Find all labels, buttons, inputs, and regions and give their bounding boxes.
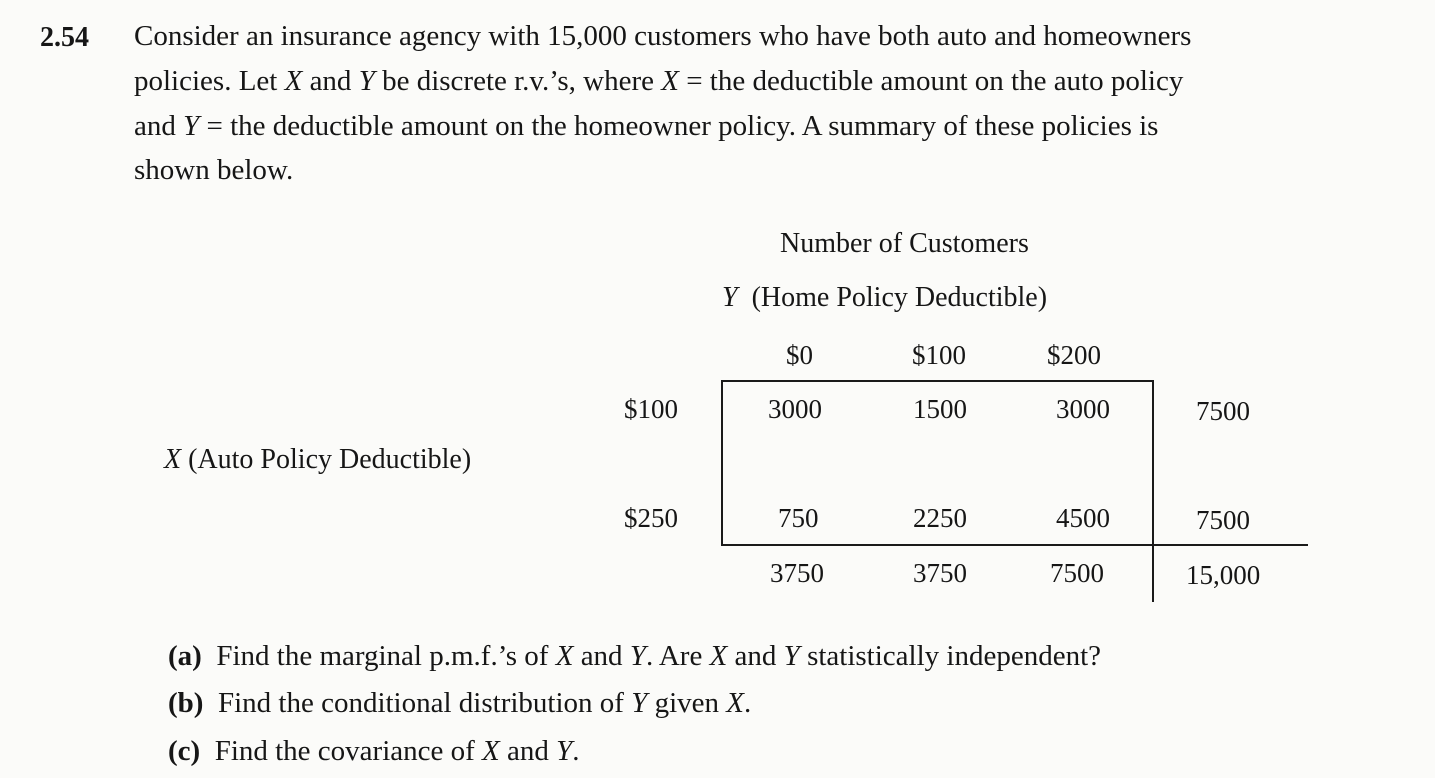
text-segment: = the deductible amount on the homeowner policy. A summary of these policies is [199, 110, 1159, 142]
var-x: X [555, 640, 574, 672]
x-var-label: X [164, 444, 182, 475]
question-c [168, 729, 580, 774]
question-b [168, 681, 751, 726]
text-segment: be discrete r.v.’s, where [374, 65, 662, 97]
table-cell: 3000 [768, 394, 822, 424]
problem-line-3 [134, 104, 1158, 149]
table-cell: 1500 [913, 394, 967, 424]
text-segment: policies. Let [134, 65, 285, 97]
table-cell: 3000 [1056, 394, 1110, 424]
var-x: X [726, 687, 744, 719]
text-segment: . Are [645, 640, 710, 672]
text-segment: and [134, 110, 184, 142]
problem-number: 2.54 [40, 22, 89, 53]
col-total: 7500 [1050, 558, 1104, 588]
var-y: Y [358, 65, 375, 97]
col-total: 3750 [913, 558, 967, 588]
row-total: 7500 [1196, 505, 1250, 535]
row-total: 7500 [1196, 396, 1250, 426]
table-cell: 4500 [1056, 503, 1110, 533]
table-title: Number of Customers [780, 228, 1029, 259]
table-cell: 2250 [913, 503, 967, 533]
col-header-2: $200 [1047, 340, 1101, 370]
text-segment: Find the conditional distribution of [217, 687, 632, 719]
y-var-label: Y [722, 282, 738, 313]
question-label: (b) [168, 687, 204, 719]
problem-line-1-text: Consider an insurance agency with 15,000 customers who have both auto and homeowners [134, 20, 1192, 52]
col-header-1: $100 [912, 340, 966, 370]
table-box-right [1152, 380, 1154, 602]
row-label-1: $250 [624, 503, 678, 533]
y-axis-header [722, 282, 1047, 314]
var-y: Y [556, 735, 573, 767]
grand-total: 15,000 [1186, 560, 1261, 590]
y-axis-label: (Home Policy Deductible) [751, 282, 1048, 313]
text-segment: given [647, 687, 727, 719]
col-total: 3750 [770, 558, 824, 588]
var-x: X [661, 65, 679, 97]
text-segment: and [573, 640, 630, 672]
var-y: Y [183, 110, 200, 142]
text-segment: = the deductible amount on the auto policy [678, 65, 1184, 97]
text-segment: . [572, 735, 580, 767]
text-segment: Find the covariance of [214, 735, 483, 767]
row-label-0: $100 [624, 394, 678, 424]
var-x: X [709, 640, 728, 672]
problem-line-1 [134, 14, 1191, 59]
var-y: Y [629, 640, 646, 672]
var-x: X [482, 735, 500, 767]
question-label: (a) [168, 640, 202, 672]
table-box-top [721, 380, 1154, 382]
text-segment: . [743, 687, 752, 719]
var-x: X [284, 65, 303, 97]
text-segment: and [727, 640, 784, 672]
x-axis-header [164, 444, 471, 476]
var-y: Y [631, 687, 648, 719]
col-header-0: $0 [786, 340, 813, 370]
problem-line-2 [134, 59, 1183, 104]
question-a [168, 634, 1101, 679]
question-label: (c) [168, 735, 201, 767]
text-segment: Find the marginal p.m.f.’s of [216, 640, 556, 672]
text-segment: and [302, 65, 359, 97]
var-y: Y [783, 640, 800, 672]
text-segment: and [499, 735, 557, 767]
table-box-left [721, 380, 723, 545]
x-axis-label: (Auto Policy Deductible) [188, 444, 472, 475]
problem-line-4: shown below. [134, 154, 294, 186]
text-segment: statistically independent? [799, 640, 1101, 672]
table-cell: 750 [778, 503, 819, 533]
table-box-bottom [721, 544, 1308, 546]
